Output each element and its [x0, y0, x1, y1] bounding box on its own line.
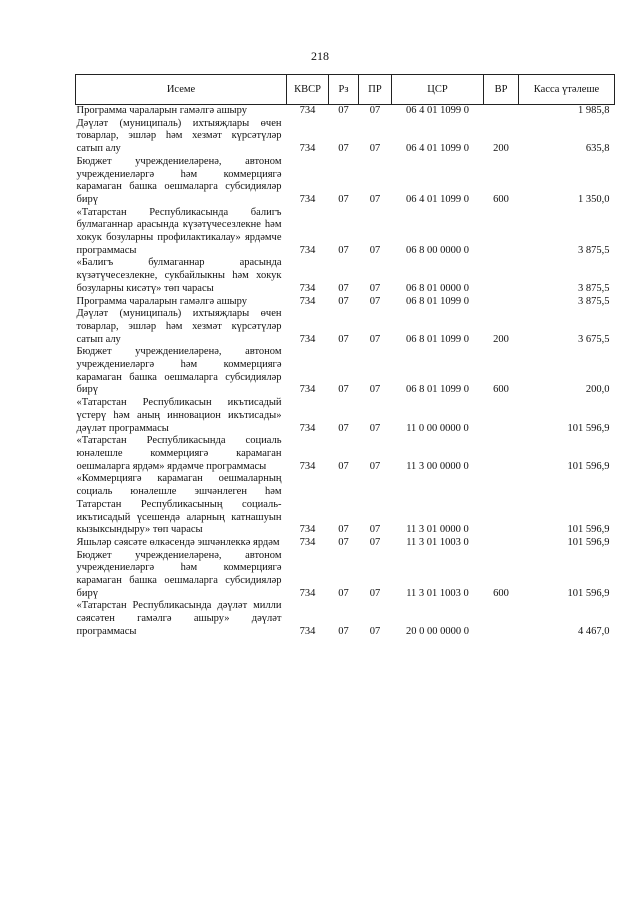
row-csr: 11 0 00 0000 0 — [406, 422, 469, 434]
row-kvsr: 734 — [299, 460, 316, 472]
row-vr — [484, 397, 519, 435]
row-csr: 06 8 01 1099 0 — [406, 384, 469, 396]
row-pr: 07 — [369, 105, 381, 116]
row-vr — [484, 473, 519, 537]
row-sum: 101 596,9 — [567, 460, 610, 472]
row-csr: 11 3 01 1003 0 — [406, 536, 469, 548]
row-name: «Коммерциягә карамаган оешмаларның социаль юнәлешле эшчәнлеген һәм Татарстан Республикасының социаль-икътисадый үсешендә аларның катнашуын кызыксындыру» төп чарасы — [76, 473, 282, 536]
header-pr: ПР — [359, 75, 392, 105]
row-sum: 4 467,0 — [578, 625, 610, 637]
row-csr: 11 3 00 0000 0 — [406, 460, 469, 472]
row-rz: 07 — [338, 524, 349, 536]
row-pr: 07 — [369, 193, 381, 205]
row-name: «Татарстан Республикасын икътисадый үстерү һәм аның инновацион икътисады» дәүләт программасы — [76, 397, 282, 434]
row-rz: 07 — [338, 193, 349, 205]
row-sum: 1 985,8 — [578, 105, 610, 116]
row-kvsr: 734 — [299, 143, 316, 155]
row-rz: 07 — [338, 282, 349, 294]
row-pr: 07 — [369, 625, 381, 637]
table-row — [76, 296, 615, 309]
row-name: Программа чараларын гамәлгә ашыру — [76, 105, 247, 116]
table-row — [76, 257, 615, 295]
budget-table — [75, 74, 615, 639]
header-csr: ЦСР — [392, 75, 484, 105]
row-name: Бюджет учреждениеләренә, автоном учреждениеләргә һәм коммерциягә карамаган башка оешмаларга субсидияләр бирү — [76, 549, 282, 599]
row-sum: 101 596,9 — [567, 536, 610, 548]
row-name: Бюджет учреждениеләренә, автоном учреждениеләргә һәм коммерциягә карамаган башка оешмаларга субсидияләр бирү — [76, 346, 282, 396]
row-vr: 600 — [493, 587, 509, 599]
row-pr: 07 — [369, 460, 381, 472]
row-kvsr: 734 — [299, 524, 316, 536]
row-kvsr: 734 — [299, 536, 316, 548]
row-sum: 101 596,9 — [567, 587, 610, 599]
row-pr: 07 — [369, 143, 381, 155]
row-rz: 07 — [338, 587, 349, 599]
row-kvsr: 734 — [299, 282, 316, 294]
row-csr: 20 0 00 0000 0 — [406, 625, 469, 637]
header-rz: Рз — [329, 75, 359, 105]
row-vr: 600 — [493, 384, 509, 396]
row-csr: 06 4 01 1099 0 — [406, 105, 469, 116]
row-rz: 07 — [338, 384, 349, 396]
row-csr: 06 4 01 1099 0 — [406, 193, 469, 205]
row-csr: 11 3 01 0000 0 — [406, 524, 469, 536]
row-sum: 3 875,5 — [578, 282, 610, 294]
row-csr: 06 8 01 0000 0 — [406, 282, 469, 294]
row-pr: 07 — [369, 524, 381, 536]
row-rz: 07 — [338, 105, 349, 116]
row-csr: 06 4 01 1099 0 — [406, 143, 469, 155]
row-vr: 200 — [493, 333, 509, 345]
row-vr: 200 — [493, 143, 509, 155]
header-kvsr: КВСР — [287, 75, 329, 105]
table-row — [76, 537, 615, 550]
table-row — [76, 550, 615, 601]
row-kvsr: 734 — [299, 625, 316, 637]
row-name: Дәүләт (муниципаль) ихтыяҗлары өчен товарлар, эшләр һәм хезмәт күрсәтүләр сатып алу — [76, 117, 282, 155]
row-rz: 07 — [338, 536, 349, 548]
row-pr: 07 — [369, 587, 381, 599]
row-kvsr: 734 — [299, 587, 316, 599]
header-kassa: Касса үтәлеше — [519, 75, 615, 105]
row-pr: 07 — [369, 244, 381, 256]
row-pr: 07 — [369, 282, 381, 294]
row-rz: 07 — [338, 295, 349, 307]
row-vr: 600 — [493, 193, 509, 205]
table-row — [76, 156, 615, 207]
row-sum: 101 596,9 — [567, 422, 610, 434]
row-sum: 101 596,9 — [567, 524, 610, 536]
row-csr: 06 8 01 1099 0 — [406, 295, 469, 307]
row-pr: 07 — [369, 536, 381, 548]
row-rz: 07 — [338, 143, 349, 155]
row-kvsr: 734 — [299, 295, 316, 307]
row-name: Программа чараларын гамәлгә ашыру — [76, 295, 247, 307]
row-vr — [484, 105, 519, 118]
row-sum: 3 875,5 — [578, 244, 610, 256]
table-body — [76, 105, 615, 639]
row-csr: 06 8 01 1099 0 — [406, 333, 469, 345]
table-row — [76, 600, 615, 638]
row-kvsr: 734 — [299, 105, 316, 116]
table-header-row — [76, 75, 615, 105]
table-row — [76, 105, 615, 118]
row-csr: 11 3 01 1003 0 — [406, 587, 469, 599]
row-sum: 1 350,0 — [578, 193, 610, 205]
row-pr: 07 — [369, 384, 381, 396]
row-pr: 07 — [369, 333, 381, 345]
row-name: Бюджет учреждениеләренә, автоном учреждениеләргә һәм коммерциягә карамаган башка оешмаларга субсидияләр бирү — [76, 155, 282, 205]
row-kvsr: 734 — [299, 193, 316, 205]
row-vr — [484, 207, 519, 258]
table-row — [76, 397, 615, 435]
row-name: «Татарстан Республикасында балигъ булмаганнар арасында күзәтүчесезлекне һәм хокук бозуларны профилактикалау» ярдәмче программасы — [76, 206, 282, 256]
row-name: Яшьләр сәясәте өлкәсендә эшчәнлеккә ярдәм — [76, 536, 280, 548]
row-kvsr: 734 — [299, 422, 316, 434]
header-name: Исеме — [76, 75, 287, 105]
table-row — [76, 308, 615, 346]
row-vr — [484, 600, 519, 638]
page-number: 218 — [311, 49, 329, 63]
table-row — [76, 473, 615, 537]
row-sum: 200,0 — [585, 384, 610, 396]
table-row — [76, 435, 615, 473]
row-pr: 07 — [369, 422, 381, 434]
table-row — [76, 118, 615, 156]
table-row — [76, 207, 615, 258]
row-vr — [484, 296, 519, 309]
row-pr: 07 — [369, 295, 381, 307]
row-sum: 3 675,5 — [578, 333, 610, 345]
row-name: Дәүләт (муниципаль) ихтыяҗлары өчен товарлар, эшләр һәм хезмәт күрсәтүләр сатып алу — [76, 308, 282, 345]
row-sum: 3 875,5 — [578, 295, 610, 307]
row-name: «Татарстан Республикасында дәүләт милли сәясәтен гамәлгә ашыру» дәүләт программасы — [76, 600, 282, 637]
header-vr: ВР — [484, 75, 519, 105]
row-kvsr: 734 — [299, 333, 316, 345]
row-rz: 07 — [338, 460, 349, 472]
row-vr — [484, 257, 519, 295]
row-vr — [484, 537, 519, 550]
row-rz: 07 — [338, 625, 349, 637]
row-rz: 07 — [338, 333, 349, 345]
row-kvsr: 734 — [299, 244, 316, 256]
row-vr — [484, 435, 519, 473]
row-sum: 635,8 — [585, 143, 610, 155]
row-name: «Татарстан Республикасында социаль юнәлешле коммерциягә карамаган оешмаларга ярдәм» ярдәмче программасы — [76, 435, 282, 472]
row-rz: 07 — [338, 422, 349, 434]
table-row — [76, 346, 615, 397]
row-csr: 06 8 00 0000 0 — [406, 244, 469, 256]
row-name: «Балигъ булмаганнар арасында күзәтүчесезлекне, сукбайлыкны һәм хокук бозуларны кисәтү» төп чарасы — [76, 257, 282, 294]
row-kvsr: 734 — [299, 384, 316, 396]
row-rz: 07 — [338, 244, 349, 256]
